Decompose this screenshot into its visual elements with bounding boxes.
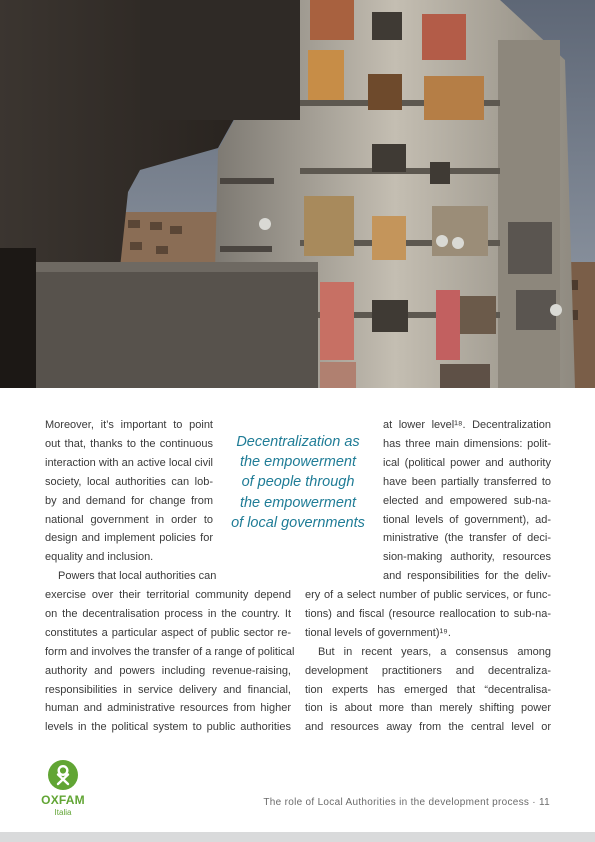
body-line: responsibilities in service delivery and financial, — [45, 683, 291, 696]
oxfam-logo-icon — [48, 760, 78, 790]
pull-quote — [226, 432, 370, 533]
body-line: and resources away from the central level or — [305, 721, 551, 734]
body-line: out that, thanks to the continuous — [45, 437, 213, 450]
body-line: ministrative (the transfer of deci- — [383, 532, 551, 545]
body-line: Powers that local authorities can — [58, 570, 217, 583]
body-line: sion-making authority, resources — [383, 551, 551, 564]
oxfam-logo-text: OXFAM — [41, 793, 85, 807]
body-line: and responsibilities for the deliv- — [383, 570, 551, 583]
body-line: development practitioners and decentraliza- — [305, 664, 551, 677]
body-line: ical (political power and authority — [383, 456, 551, 469]
body-line: constitutes a particular aspect of public sector re- — [45, 626, 291, 639]
body-line: authority and powers including revenue-raising, — [45, 664, 291, 677]
body-line: Moreover, it’s important to point — [45, 419, 213, 431]
body-line: has three main dimensions: polit- — [383, 437, 551, 450]
body-line: tional levels of government)¹⁹. — [305, 626, 451, 639]
pull-quote-line: of local governments — [231, 514, 365, 531]
body-line: design and implement policies for — [45, 532, 213, 545]
body-line: But in recent years, a consensus among — [318, 645, 551, 658]
right-column-bottom — [305, 586, 551, 737]
body-line: by and demand for change from — [45, 494, 213, 507]
right-column-top — [383, 416, 551, 586]
body-line: form and involves the transfer of a range of political — [45, 645, 295, 658]
bottom-band — [0, 832, 595, 842]
body-line: on the decentralisation process in the country. It — [45, 607, 291, 620]
building-photo — [0, 0, 595, 388]
pull-quote-line: the empowerment — [239, 494, 357, 511]
body-line: exercise over their territorial community depend — [45, 589, 291, 601]
body-line: have been partially transferred to — [383, 475, 551, 488]
body-line: national government in order to — [45, 513, 213, 526]
body-line: society, local authorities can lob- — [45, 475, 213, 488]
pull-quote-line: the empowerment — [239, 454, 357, 471]
left-column-top — [45, 416, 217, 586]
body-line: tion experts has emerged that “decentralisa- — [305, 683, 551, 696]
pull-quote-line: of people through — [241, 474, 355, 491]
body-line: elected and empowered sub-na- — [383, 494, 551, 507]
oxfam-logo-subtext: Italia — [54, 808, 72, 817]
body-line: tion is about more than merely shifting power — [305, 702, 551, 715]
body-line: tional levels of government), ad- — [383, 513, 551, 526]
body-line: equality and inclusion. — [45, 551, 154, 564]
left-column-bottom — [45, 586, 295, 737]
body-line: interaction with an active local civil — [45, 456, 213, 469]
body-line: levels in the political system to public authorities — [45, 721, 291, 734]
page-footer: The role of Local Authorities in the development process · 11 — [263, 797, 550, 808]
body-line: at lower level¹⁸. Decentralization — [383, 419, 551, 431]
body-line: human and administrative resources from higher — [45, 702, 291, 715]
pull-quote-line: Decentralization as — [236, 434, 360, 450]
body-line: tions) and fiscal (resource reallocation to sub-na- — [305, 607, 551, 620]
body-line: ery of a select number of public services, or func- — [305, 589, 551, 601]
